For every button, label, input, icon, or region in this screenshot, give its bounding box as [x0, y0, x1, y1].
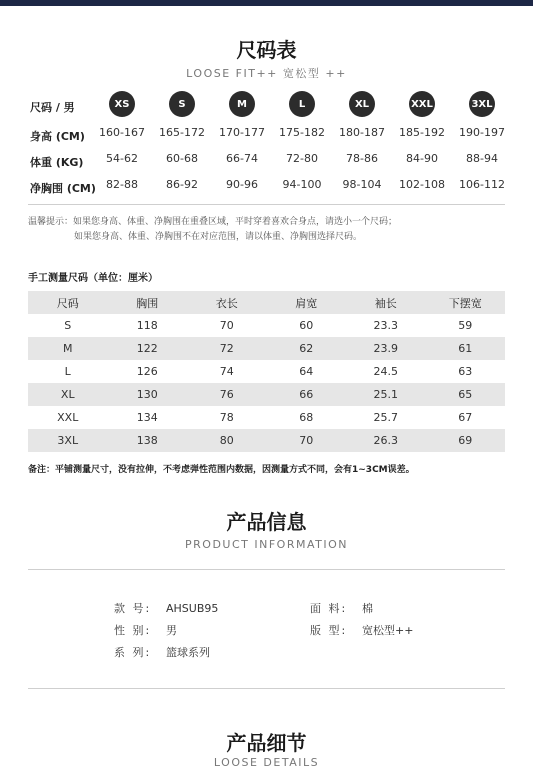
table-cell: 126 [136, 365, 158, 378]
table-cell: 3XL [28, 429, 108, 452]
size-badge: S [169, 91, 195, 117]
table-cell: 80 [187, 429, 267, 452]
chest-value: 90-96 [226, 178, 258, 191]
tip-line: 温馨提示：如果您身高、体重、净胸围在重叠区域，平时穿着喜欢合身点，请选小一个尺码； [28, 217, 398, 227]
size-header-row [92, 91, 512, 117]
weight-value: 72-80 [286, 152, 318, 165]
divider [28, 204, 505, 205]
weight-row-label: 体重 (KG) [30, 156, 84, 169]
table-cell: 70 [267, 429, 347, 452]
table-cell: 23.9 [346, 337, 426, 360]
table-row [28, 406, 505, 429]
table-cell: 25.1 [346, 383, 426, 406]
product-detail-title: 产品细节 [226, 731, 307, 755]
table-cell: 23.3 [373, 319, 398, 332]
tip-line: 如果您身高、体重、净胸围不在对应范围，请以体重、净胸围选择尺码。 [74, 232, 363, 242]
table-cell: 26.3 [346, 429, 426, 452]
column-header: 袖长 [346, 291, 426, 314]
chest-value: 106-112 [459, 178, 505, 191]
table-cell: 78 [219, 411, 234, 424]
sizing-tip [28, 215, 397, 245]
product-info-subtitle: PRODUCT INFORMATION [185, 538, 348, 551]
table-cell: 61 [426, 337, 506, 360]
table-cell: 130 [108, 383, 188, 406]
info-value: AHSUB95 [166, 602, 219, 615]
height-value: 160-167 [99, 126, 145, 139]
weight-value: 84-90 [406, 152, 438, 165]
info-value: 宽松型++ [362, 624, 414, 637]
info-fit [310, 622, 413, 638]
info-fabric [310, 600, 373, 616]
size-badge: M [229, 91, 255, 117]
height-value: 165-172 [159, 126, 205, 139]
table-cell: 68 [299, 411, 314, 424]
info-label: 系 列: [114, 646, 152, 659]
product-detail-subtitle: LOOSE DETAILS [213, 756, 320, 769]
info-label: 款 号: [114, 602, 152, 615]
chest-value: 98-104 [342, 178, 382, 191]
chest-row [92, 178, 512, 191]
measure-table-title: 手工测量尺码（单位：厘米） [28, 273, 158, 284]
column-header: 肩宽 [267, 291, 347, 314]
height-value: 175-182 [279, 126, 325, 139]
table-cell: 65 [426, 383, 506, 406]
table-cell: XL [28, 383, 108, 406]
size-chart-subtitle: LOOSE FIT++ 宽松型 ++ [186, 67, 347, 80]
measurement-note: 备注：平铺测量尺寸，没有拉伸，不考虑弹性范围内数据，因测量方式不同，会有1~3CM误差。 [28, 465, 415, 475]
info-value: 棉 [362, 602, 373, 615]
table-cell: 66 [267, 383, 347, 406]
chest-value: 94-100 [282, 178, 322, 191]
table-cell: 63 [458, 365, 473, 378]
info-label: 性 别: [114, 624, 152, 637]
table-row [28, 429, 505, 452]
table-cell: M [28, 337, 108, 360]
size-badge: XL [349, 91, 375, 117]
table-cell: 62 [267, 337, 347, 360]
table-cell: 134 [136, 411, 158, 424]
chest-value: 82-88 [106, 178, 138, 191]
info-label: 版 型: [310, 624, 348, 637]
height-row [92, 126, 512, 139]
table-cell: 74 [219, 365, 234, 378]
info-gender [114, 622, 177, 638]
weight-value: 78-86 [346, 152, 378, 165]
table-cell: S [64, 319, 72, 332]
chest-value: 102-108 [399, 178, 445, 191]
size-header-label: 尺码 / 男 [30, 101, 75, 114]
weight-row [92, 152, 512, 165]
table-cell: 25.7 [373, 411, 398, 424]
product-info-title: 产品信息 [226, 510, 307, 534]
column-header: 衣长 [187, 291, 267, 314]
table-cell: 72 [187, 337, 267, 360]
info-value: 男 [166, 624, 177, 637]
table-cell: 64 [299, 365, 314, 378]
table-cell: 76 [187, 383, 267, 406]
weight-value: 54-62 [106, 152, 138, 165]
weight-value: 60-68 [166, 152, 198, 165]
divider [28, 688, 505, 689]
height-value: 170-177 [219, 126, 265, 139]
table-row [28, 337, 505, 360]
height-value: 180-187 [339, 126, 385, 139]
measure-table [28, 291, 505, 452]
table-row [28, 360, 505, 383]
size-badge: XS [109, 91, 135, 117]
table-cell: 67 [458, 411, 473, 424]
divider [28, 569, 505, 570]
height-value: 185-192 [399, 126, 445, 139]
column-header: 胸围 [108, 291, 188, 314]
height-value: 190-197 [459, 126, 505, 139]
table-cell: 70 [219, 319, 234, 332]
table-cell: L [64, 365, 71, 378]
column-header: 下摆宽 [426, 291, 506, 314]
table-row [28, 314, 505, 337]
table-cell: 122 [108, 337, 188, 360]
table-cell: 118 [136, 319, 158, 332]
table-cell: 60 [299, 319, 314, 332]
size-chart-title: 尺码表 [236, 38, 297, 62]
size-badge: XXL [409, 91, 435, 117]
table-cell: 59 [458, 319, 473, 332]
size-badge: 3XL [469, 91, 495, 117]
info-value: 篮球系列 [166, 646, 210, 659]
table-row [28, 383, 505, 406]
table-header-row [28, 291, 505, 314]
top-banner-bar [0, 0, 533, 6]
column-header: 尺码 [28, 291, 108, 314]
table-cell: 69 [426, 429, 506, 452]
weight-value: 88-94 [466, 152, 498, 165]
chest-row-label: 净胸围 (CM) [30, 182, 96, 195]
size-badge: L [289, 91, 315, 117]
info-label: 面 料: [310, 602, 348, 615]
info-series [114, 644, 210, 660]
table-cell: 138 [108, 429, 188, 452]
table-cell: 24.5 [373, 365, 398, 378]
chest-value: 86-92 [166, 178, 198, 191]
info-style-number [114, 600, 218, 616]
weight-value: 66-74 [226, 152, 258, 165]
height-row-label: 身高 (CM) [30, 130, 85, 143]
table-cell: XXL [57, 411, 79, 424]
